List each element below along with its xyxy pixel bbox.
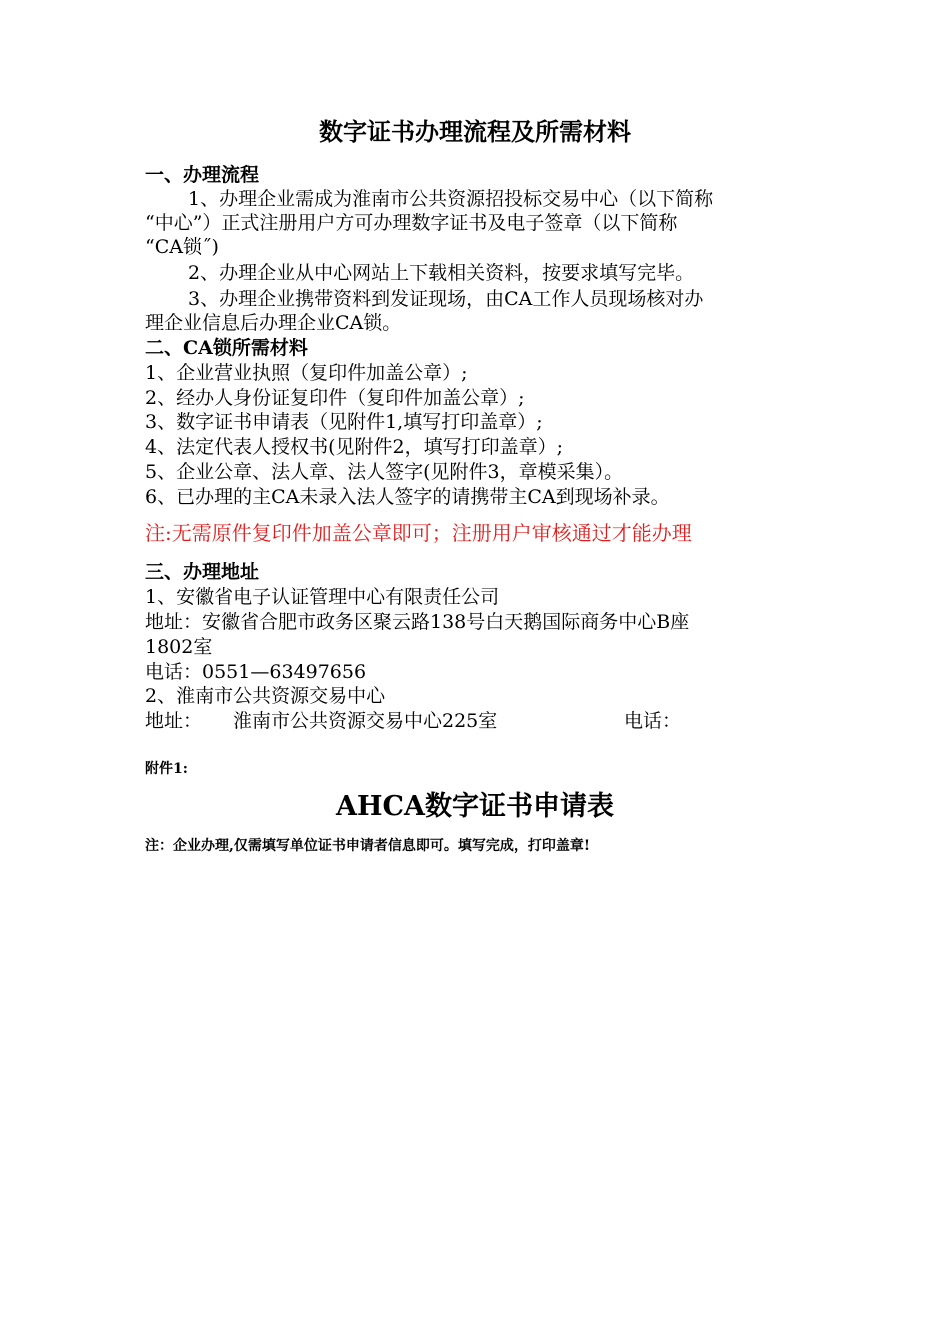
process-step3-line2: 理企业信息后办理企业CA锁。	[145, 312, 402, 334]
material-item-1: 1、企业营业执照（复印件加盖公章）;	[145, 362, 468, 384]
process-step1-line2: “中心”）正式注册用户方可办理数字证书及电子签章（以下简称	[145, 212, 678, 234]
page-title: 数字证书办理流程及所需材料	[319, 117, 631, 146]
section2-heading: 二、CA锁所需材料	[145, 337, 308, 359]
process-step3-line1: 3、办理企业携带资料到发证现场，由CA工作人员现场核对办	[188, 288, 704, 310]
material-item-3: 3、数字证书申请表（见附件1,填写打印盖章）;	[145, 411, 543, 433]
address-org1-name: 1、安徽省电子认证管理中心有限责任公司	[145, 586, 500, 608]
material-item-6: 6、已办理的主CA未录入法人签字的请携带主CA到现场补录。	[145, 486, 670, 508]
form-title: AHCA数字证书申请表	[336, 791, 614, 822]
address-org2-name: 2、淮南市公共资源交易中心	[145, 685, 386, 707]
address-org1-line1: 地址：安徽省合肥市政务区聚云路138号白天鹅国际商务中心B座	[145, 611, 690, 633]
material-item-2: 2、经办人身份证复印件（复印件加盖公章）;	[145, 387, 525, 409]
process-step1-line3: “CA锁˝)	[145, 236, 219, 258]
address-org1-line2: 1802室	[145, 636, 213, 658]
section3-heading: 三、办理地址	[145, 561, 260, 583]
materials-note: 注:无需原件复印件加盖公章即可；注册用户审核通过才能办理	[145, 521, 692, 545]
process-step2: 2、办理企业从中心网站上下载相关资料，按要求填写完毕。	[188, 262, 695, 284]
material-item-4: 4、法定代表人授权书(见附件2，填写打印盖章）;	[145, 436, 563, 458]
address-org2-label: 地址：	[145, 710, 203, 732]
address-org1-phone: 电话：0551—63497656	[145, 661, 367, 683]
address-org2-phone-label: 电话：	[624, 710, 682, 732]
material-item-5: 5、企业公章、法人章、法人签字(见附件3，章模采集）。	[145, 461, 624, 483]
form-note: 注：企业办理,仅需填写单位证书申请者信息即可。填写完成，打印盖章!	[145, 838, 591, 854]
address-org2-value: 淮南市公共资源交易中心225室	[233, 710, 498, 732]
process-step1-line1: 1、办理企业需成为淮南市公共资源招投标交易中心（以下简称	[188, 188, 714, 210]
attachment-label: 附件1:	[145, 761, 188, 777]
section1-heading: 一、办理流程	[145, 164, 260, 186]
